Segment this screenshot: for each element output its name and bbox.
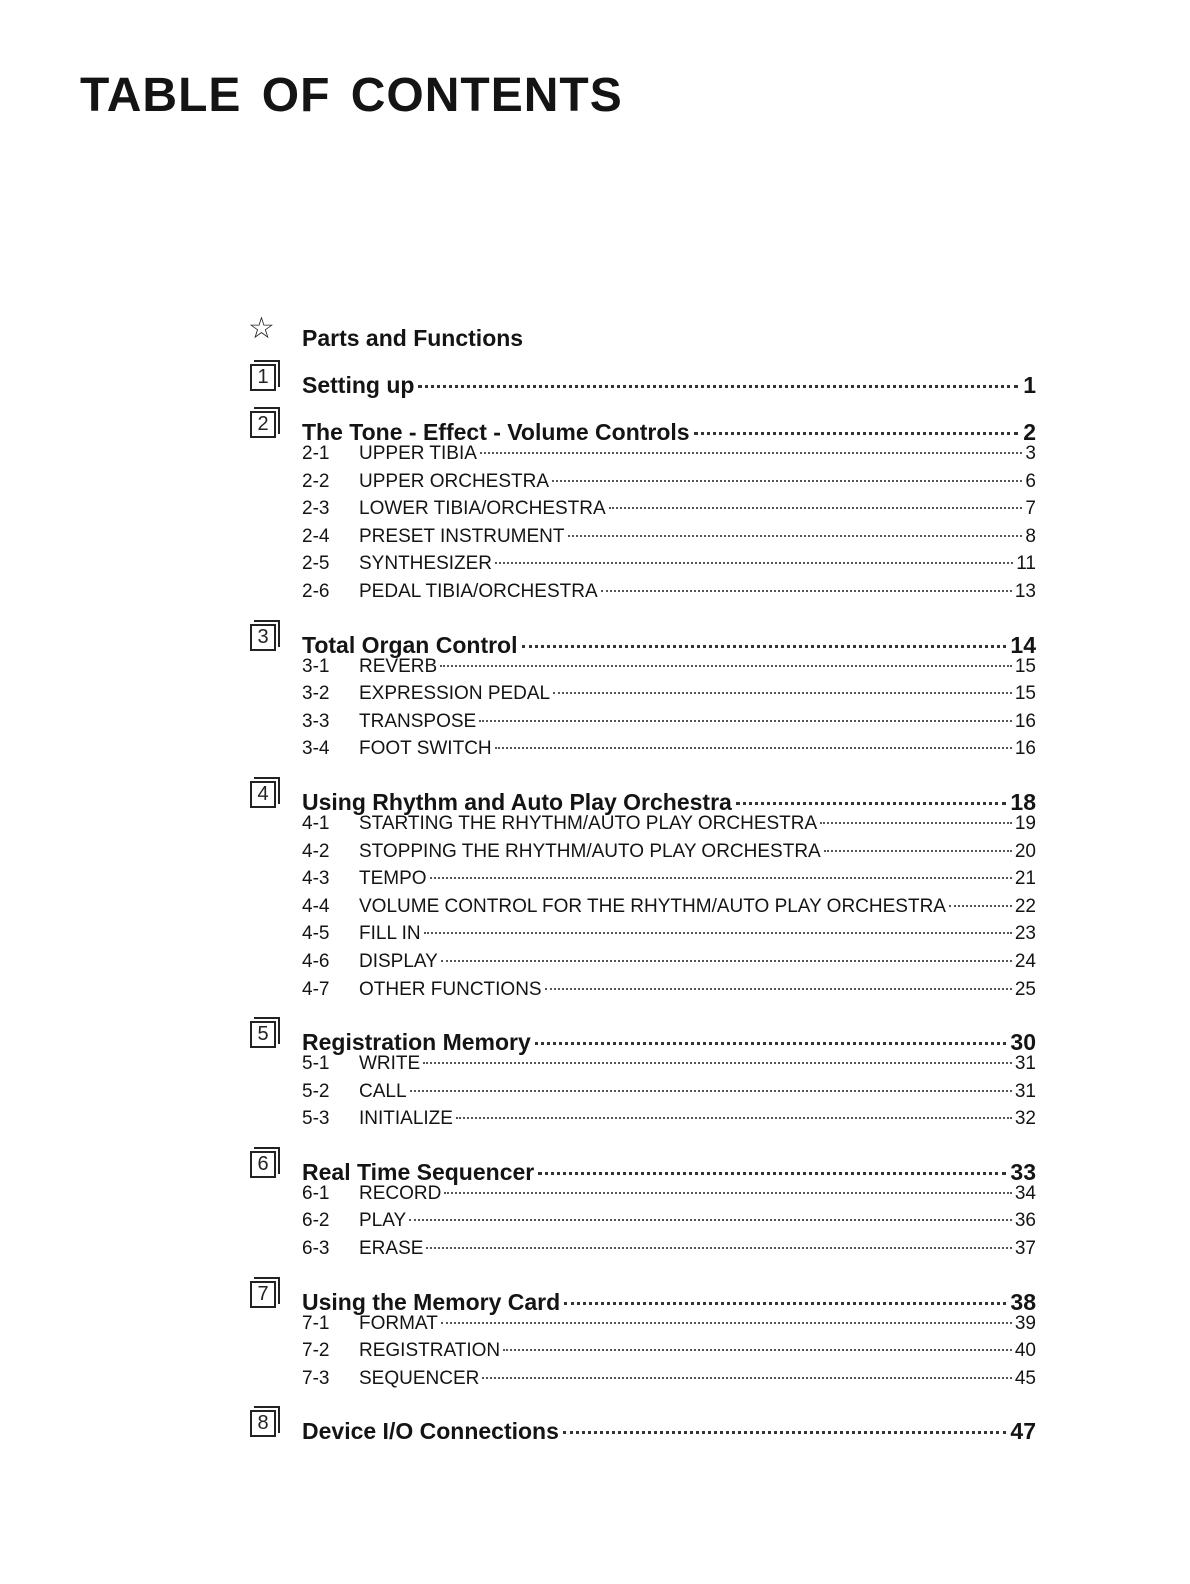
subsection-number: 2-1 — [302, 443, 330, 464]
subsection-number: 5-1 — [302, 1053, 330, 1075]
subsection-number: 6-2 — [302, 1210, 330, 1232]
subsection-number: 3-4 — [302, 738, 330, 760]
subsection-title: PEDAL TIBIA/ORCHESTRA — [359, 580, 598, 602]
dot-leader — [409, 1219, 1012, 1221]
dot-leader — [824, 850, 1012, 852]
toc-section — [246, 1142, 1036, 1263]
star-outline-icon: ☆ — [248, 312, 275, 345]
section-title: Device I/O Connections — [302, 1418, 559, 1445]
subsection-page-number: 32 — [1014, 1108, 1036, 1130]
section-title: Total Organ Control — [302, 631, 518, 658]
subsection-page-number: 31 — [1014, 1080, 1036, 1102]
subsection-title: PRESET INSTRUMENT — [359, 525, 565, 547]
toc-subsection-row[interactable] — [246, 1207, 1036, 1235]
subsection-title: UPPER TIBIA — [359, 443, 477, 464]
toc-section-row[interactable] — [246, 402, 1036, 445]
subsection-title: REGISTRATION — [359, 1340, 501, 1362]
toc-subsection-row[interactable] — [246, 976, 1036, 1004]
dot-leader — [479, 720, 1012, 722]
subsection-title: WRITE — [359, 1053, 421, 1075]
section-marker — [246, 772, 302, 810]
toc-subsection-row[interactable] — [246, 838, 1036, 866]
subsection-title: ERASE — [359, 1238, 424, 1260]
page-title: TABLE OF CONTENTS — [80, 69, 623, 122]
toc-subsection-row[interactable] — [246, 495, 1036, 523]
dot-leader — [694, 432, 1018, 435]
subsection-title: FORMAT — [359, 1312, 438, 1334]
subsection-title: STARTING THE RHYTHM/AUTO PLAY ORCHESTRA — [359, 812, 818, 834]
section-marker — [246, 308, 302, 346]
section-marker — [246, 402, 302, 440]
section-page-number: 18 — [1010, 788, 1036, 815]
subsection-page-number: 3 — [1025, 443, 1036, 464]
toc-subsection-row[interactable] — [246, 920, 1036, 948]
subsection-number: 7-3 — [302, 1367, 330, 1389]
subsection-number: 4-6 — [302, 950, 330, 972]
toc-section-row[interactable] — [246, 1012, 1036, 1056]
subsection-page-number: 31 — [1014, 1053, 1036, 1075]
subsection-title: PLAY — [359, 1210, 407, 1232]
toc-section-row[interactable] — [246, 355, 1036, 398]
subsection-page-number: 7 — [1025, 498, 1036, 520]
toc-subsection-row[interactable] — [246, 680, 1036, 708]
toc-subsection-row[interactable] — [246, 468, 1036, 496]
toc-subsection-row[interactable] — [246, 948, 1036, 976]
toc-section-row[interactable] — [246, 772, 1036, 815]
subsection-number: 2-6 — [302, 580, 330, 602]
section-page-number: 47 — [1010, 1418, 1036, 1445]
subsection-title: INITIALIZE — [359, 1108, 453, 1130]
toc-subsection-row[interactable] — [246, 810, 1036, 838]
toc-subsection-row[interactable] — [246, 1078, 1036, 1106]
section-marker — [246, 1401, 302, 1439]
subsection-page-number: 20 — [1014, 840, 1036, 862]
dot-leader — [426, 1247, 1011, 1249]
subsection-number: 2-3 — [302, 498, 330, 520]
dot-leader — [553, 692, 1012, 694]
dot-leader — [480, 452, 1023, 454]
toc-subsection-row[interactable] — [246, 865, 1036, 893]
subsection-title: FILL IN — [359, 923, 421, 945]
boxed-number-icon: 1 — [250, 364, 276, 391]
dot-leader — [522, 645, 1007, 648]
section-title: Using Rhythm and Auto Play Orchestra — [302, 788, 732, 815]
toc-subsection-row[interactable] — [246, 893, 1036, 921]
dot-leader — [563, 1431, 1007, 1434]
subsection-number: 3-2 — [302, 683, 330, 705]
dot-leader — [482, 1377, 1012, 1379]
subsection-number: 2-5 — [302, 553, 330, 575]
subsection-page-number: 13 — [1014, 580, 1036, 602]
dot-leader — [418, 385, 1018, 388]
toc-subsection-row[interactable] — [246, 1365, 1036, 1393]
dot-leader — [444, 1192, 1012, 1194]
subsection-number: 2-2 — [302, 470, 330, 492]
dot-leader — [564, 1302, 1006, 1305]
toc-subsection-row[interactable] — [246, 1105, 1036, 1133]
subsection-number: 4-4 — [302, 895, 330, 917]
subsection-page-number: 11 — [1016, 553, 1036, 575]
section-page-number: 33 — [1010, 1158, 1036, 1185]
toc-subsection-row[interactable] — [246, 735, 1036, 763]
boxed-number-icon: 5 — [250, 1021, 276, 1048]
toc-section-row[interactable] — [246, 308, 1036, 351]
dot-leader — [503, 1349, 1012, 1351]
dot-leader — [949, 905, 1012, 907]
section-title: Registration Memory — [302, 1029, 531, 1056]
dot-leader — [609, 507, 1023, 509]
subsection-page-number: 39 — [1014, 1312, 1036, 1334]
subsection-page-number: 34 — [1014, 1182, 1036, 1204]
section-title: The Tone - Effect - Volume Controls — [302, 419, 690, 445]
toc-subsection-row[interactable] — [246, 1337, 1036, 1365]
toc-section — [246, 1401, 1036, 1445]
section-page-number: 2 — [1023, 419, 1036, 445]
dot-leader — [568, 535, 1023, 537]
subsection-title: SEQUENCER — [359, 1367, 480, 1389]
subsection-page-number: 36 — [1014, 1210, 1036, 1232]
section-marker — [246, 615, 302, 653]
subsection-number: 4-5 — [302, 923, 330, 945]
subsection-number: 6-3 — [302, 1238, 330, 1260]
subsection-number: 2-4 — [302, 525, 330, 547]
toc-section-row[interactable] — [246, 615, 1036, 658]
section-title: Real Time Sequencer — [302, 1158, 535, 1185]
subsection-title: STOPPING THE RHYTHM/AUTO PLAY ORCHESTRA — [359, 840, 821, 862]
section-page-number: 30 — [1010, 1029, 1036, 1056]
dot-leader — [736, 802, 1007, 805]
subsection-title: LOWER TIBIA/ORCHESTRA — [359, 498, 606, 520]
section-title: Parts and Functions — [302, 325, 524, 351]
toc-section — [246, 772, 1036, 1003]
dot-leader — [552, 480, 1022, 482]
toc-subsection-row[interactable] — [246, 523, 1036, 551]
subsection-number: 4-2 — [302, 840, 330, 862]
subsection-number: 4-1 — [302, 812, 330, 834]
toc-section — [246, 615, 1036, 763]
subsection-page-number: 16 — [1014, 710, 1036, 732]
subsection-page-number: 25 — [1014, 978, 1036, 1000]
table-of-contents — [246, 308, 1036, 1448]
toc-section-row[interactable] — [246, 1401, 1036, 1445]
boxed-number-icon: 2 — [250, 411, 276, 438]
toc-section-row[interactable] — [246, 1142, 1036, 1185]
toc-subsection-row[interactable] — [246, 1050, 1036, 1078]
toc-subsection-row[interactable] — [246, 578, 1036, 606]
toc-section-row[interactable] — [246, 1272, 1036, 1315]
subsection-number: 6-1 — [302, 1182, 330, 1204]
dot-leader — [441, 1322, 1012, 1324]
dot-leader — [538, 1172, 1006, 1175]
toc-subsection-row[interactable] — [246, 1180, 1036, 1208]
dot-leader — [495, 562, 1013, 564]
subsection-title: REVERB — [359, 655, 438, 677]
toc-subsection-row[interactable] — [246, 1310, 1036, 1338]
boxed-number-icon: 4 — [250, 781, 276, 808]
subsection-page-number: 21 — [1014, 868, 1036, 890]
section-page-number: 1 — [1023, 372, 1036, 398]
section-marker — [246, 1012, 302, 1050]
subsection-title: VOLUME CONTROL FOR THE RHYTHM/AUTO PLAY ORCHESTRA — [359, 895, 946, 917]
subsection-title: SYNTHESIZER — [359, 553, 493, 575]
toc-section — [246, 1012, 1036, 1133]
subsection-number: 4-7 — [302, 978, 330, 1000]
subsection-page-number: 40 — [1014, 1340, 1036, 1362]
dot-leader — [495, 747, 1012, 749]
section-marker — [246, 1142, 302, 1180]
subsection-title: UPPER ORCHESTRA — [359, 470, 550, 492]
dot-leader — [440, 665, 1012, 667]
subsection-page-number: 16 — [1014, 738, 1036, 760]
dot-leader — [430, 877, 1012, 879]
subsection-number: 5-3 — [302, 1108, 330, 1130]
subsection-page-number: 8 — [1025, 525, 1036, 547]
dot-leader — [441, 960, 1012, 962]
toc-section — [246, 1272, 1036, 1393]
section-title: Using the Memory Card — [302, 1288, 561, 1315]
subsection-page-number: 15 — [1014, 655, 1036, 677]
subsection-page-number: 6 — [1025, 470, 1036, 492]
subsection-title: EXPRESSION PEDAL — [359, 683, 551, 705]
section-title: Setting up — [302, 372, 415, 398]
subsection-title: TEMPO — [359, 868, 427, 890]
subsection-page-number: 45 — [1014, 1367, 1036, 1389]
dot-leader — [601, 590, 1012, 592]
subsection-title: DISPLAY — [359, 950, 438, 972]
subsection-number: 3-3 — [302, 710, 330, 732]
boxed-number-icon: 7 — [250, 1281, 276, 1308]
boxed-number-icon: 8 — [250, 1410, 276, 1437]
toc-subsection-row[interactable] — [246, 1235, 1036, 1263]
boxed-number-icon: 3 — [250, 624, 276, 651]
dot-leader — [410, 1090, 1012, 1092]
subsection-number: 4-3 — [302, 868, 330, 890]
section-marker — [246, 355, 302, 393]
subsection-number: 7-1 — [302, 1312, 330, 1334]
boxed-number-icon: 6 — [250, 1151, 276, 1178]
dot-leader — [456, 1117, 1012, 1119]
toc-section — [246, 402, 1036, 606]
section-marker — [246, 1272, 302, 1310]
dot-leader — [424, 932, 1012, 934]
section-page-number: 38 — [1010, 1288, 1036, 1315]
subsection-page-number: 37 — [1014, 1238, 1036, 1260]
subsection-title: FOOT SWITCH — [359, 738, 492, 760]
toc-subsection-row[interactable] — [246, 653, 1036, 681]
dot-leader — [535, 1042, 1007, 1045]
subsection-title: OTHER FUNCTIONS — [359, 978, 542, 1000]
dot-leader — [820, 822, 1012, 824]
subsection-number: 7-2 — [302, 1340, 330, 1362]
toc-section — [246, 355, 1036, 398]
dot-leader — [423, 1062, 1012, 1064]
subsection-title: CALL — [359, 1080, 407, 1102]
subsection-title: TRANSPOSE — [359, 710, 477, 732]
toc-subsection-row[interactable] — [246, 550, 1036, 578]
subsection-page-number: 15 — [1014, 683, 1036, 705]
dot-leader — [545, 988, 1012, 990]
subsection-number: 3-1 — [302, 655, 330, 677]
subsection-page-number: 22 — [1014, 895, 1036, 917]
toc-section — [246, 308, 1036, 351]
subsection-page-number: 23 — [1014, 923, 1036, 945]
toc-subsection-row[interactable] — [246, 708, 1036, 736]
subsection-number: 5-2 — [302, 1080, 330, 1102]
subsection-page-number: 19 — [1014, 812, 1036, 834]
subsection-page-number: 24 — [1014, 950, 1036, 972]
subsection-title: RECORD — [359, 1182, 442, 1204]
section-page-number: 14 — [1010, 631, 1036, 658]
